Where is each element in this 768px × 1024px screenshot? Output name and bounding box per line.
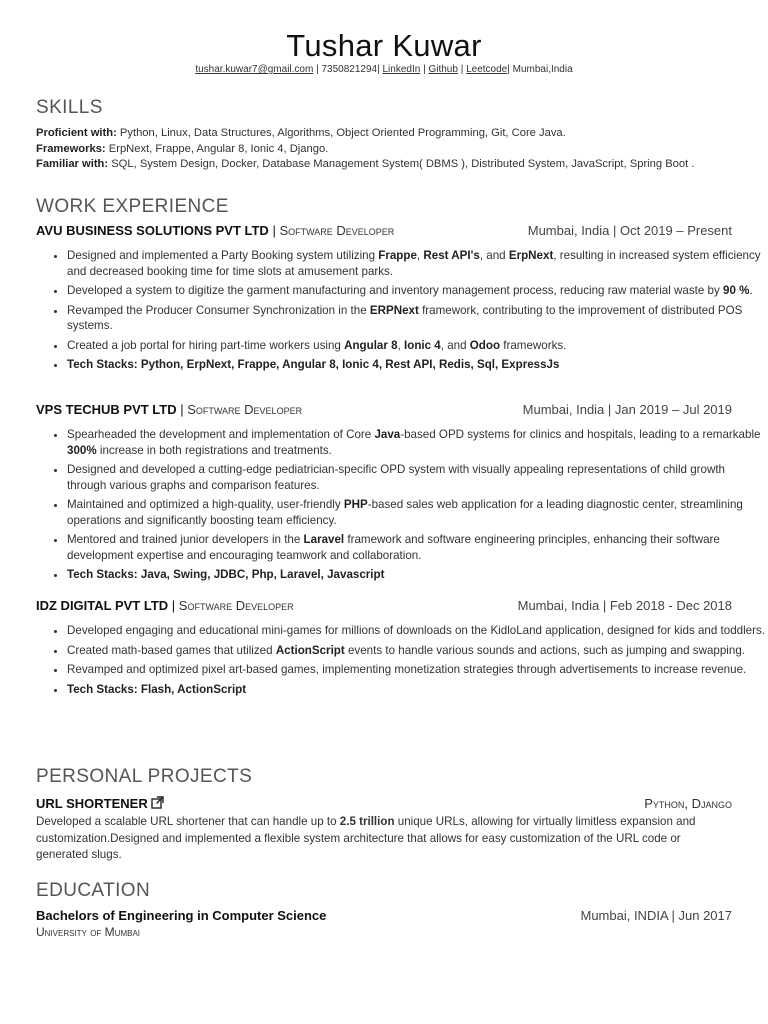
linkedin-link[interactable]: LinkedIn: [382, 64, 421, 75]
job-bullet: • Revamped the Producer Consumer Synchronization in the ERPNext framework, contributing to the improvement of distributed POS systems.: [67, 303, 767, 334]
job-bullets: [36, 427, 767, 587]
email-link[interactable]: tushar.kuwar7@gmail.com: [195, 64, 314, 75]
tech-stack: • Tech Stacks: Flash, ActionScript: [67, 682, 767, 698]
skills-proficient-line: [36, 126, 694, 142]
skills-familiar-label: Familiar with:: [36, 158, 109, 170]
project-stack: Python, Django: [644, 796, 732, 811]
skills-proficient-value: Python, Linux, Data Structures, Algorithms, Object Oriented Programming, Git, Core Java.: [119, 127, 566, 139]
job-bullet: • Mentored and trained junior developers in the Laravel framework and software engineering principles, enhancing their software development expertise and encouraging teamwork and collaboration.: [67, 532, 767, 563]
skills-block: [36, 126, 694, 173]
external-link-icon[interactable]: [151, 796, 165, 812]
job-role: Software Developer: [187, 402, 303, 417]
education-heading: EDUCATION: [36, 880, 151, 901]
skills-frameworks-label: Frameworks:: [36, 142, 106, 155]
skills-familiar-line: [36, 157, 694, 173]
contact-line: tushar.kuwar7@gmail.com | 7350821294| LinkedIn | Github | Leetcode| Mumbai,India: [195, 64, 573, 75]
job-header: AVU BUSINESS SOLUTIONS PVT LTD | Software Developer Mumbai, India | Oct 2019 – Present: [36, 223, 732, 238]
skills-heading: SKILLS: [36, 97, 103, 118]
company-name: VPS TECHUB PVT LTD: [36, 402, 177, 417]
company-name: AVU BUSINESS SOLUTIONS PVT LTD: [36, 223, 269, 238]
skills-frameworks-value: ErpNext, Frappe, Angular 8, Ionic 4, Django.: [108, 142, 329, 155]
location-text: Mumbai,India: [512, 64, 573, 75]
github-link[interactable]: Github: [428, 64, 458, 75]
job-bullets: [36, 248, 767, 377]
job-bullet: • Created a job portal for hiring part-time workers using Angular 8, Ionic 4, and Odoo frameworks.: [67, 338, 767, 354]
tech-stack: • Tech Stacks: Python, ErpNext, Frappe, Angular 8, Ionic 4, Rest API, Redis, Sql, ExpressJs: [67, 357, 767, 373]
job-bullet: • Designed and implemented a Party Booking system utilizing Frappe, Rest API's, and ErpNext, resulting in increased system efficiency and decreased booking time for time slots at amusement parks.: [67, 248, 767, 279]
university-name: University of Mumbai: [36, 925, 141, 939]
job-header: VPS TECHUB PVT LTD | Software Developer Mumbai, India | Jan 2019 – Jul 2019: [36, 402, 732, 417]
project-header: [36, 796, 732, 812]
work-experience-heading: WORK EXPERIENCE: [36, 196, 229, 217]
skills-proficient-label: Proficient with:: [36, 127, 117, 139]
candidate-name: Tushar Kuwar: [286, 28, 482, 63]
job-bullet: • Developed a system to digitize the garment manufacturing and inventory management process, reducing raw material waste by 90 %.: [67, 283, 767, 299]
project-description: Developed a scalable URL shortener that can handle up to 2.5 trillion unique URLs, allowing for virtually limitless expansion and customization.Designed and implemented a flexible system architecture that allows for easy customization of the URL code or generated slugs.: [36, 815, 696, 861]
job-bullet: • Spearheaded the development and implementation of Core Java-based OPD systems for clinics and hospitals, leading to a remarkable 300% increase in both registrations and treatments.: [67, 427, 767, 458]
job-bullet: • Maintained and optimized a high-quality, user-friendly PHP-based sales web application for a leading diagnostic center, streamlining operations and significantly boosting team efficiency.: [67, 497, 767, 528]
job-location-dates: Mumbai, India | Jan 2019 – Jul 2019: [522, 402, 732, 417]
job-role: Software Developer: [178, 598, 294, 613]
project-title: URL SHORTENER: [36, 796, 148, 811]
job-bullet: • Developed engaging and educational mini-games for millions of downloads on the KidloLand application, designed for kids and toddlers.: [67, 623, 767, 639]
skills-familiar-value: SQL, System Design, Docker, Database Management System( DBMS ), Distributed System, JavaScript, Spring Boot .: [111, 158, 695, 170]
phone-number: 7350821294: [321, 64, 378, 75]
job-location-dates: Mumbai, India | Oct 2019 – Present: [527, 223, 732, 238]
education-location-date: Mumbai, INDIA | Jun 2017: [580, 908, 732, 923]
degree-title: Bachelors of Engineering in Computer Science: [36, 908, 327, 923]
tech-stack: • Tech Stacks: Java, Swing, JDBC, Php, Laravel, Javascript: [67, 567, 767, 583]
skills-frameworks-line: [36, 142, 694, 158]
job-bullet: • Revamped and optimized pixel art-based games, implementing monetization strategies through advertisements to increase revenue.: [67, 662, 767, 678]
personal-projects-heading: PERSONAL PROJECTS: [36, 766, 253, 787]
job-role: Software Developer: [279, 223, 395, 238]
company-name: IDZ DIGITAL PVT LTD: [36, 598, 169, 613]
job-bullets: [36, 623, 767, 701]
job-location-dates: Mumbai, India | Feb 2018 - Dec 2018: [517, 598, 732, 613]
education-header: [36, 908, 732, 923]
job-bullet: • Designed and developed a cutting-edge pediatrician-specific OPD system with visually appealing representations of child growth through various graphs and comparison features.: [67, 462, 767, 493]
job-header: IDZ DIGITAL PVT LTD | Software Developer Mumbai, India | Feb 2018 - Dec 2018: [36, 598, 732, 613]
leetcode-link[interactable]: Leetcode: [466, 64, 508, 75]
job-bullet: • Created math-based games that utilized ActionScript events to handle various sounds and actions, such as jumping and swapping.: [67, 643, 767, 659]
